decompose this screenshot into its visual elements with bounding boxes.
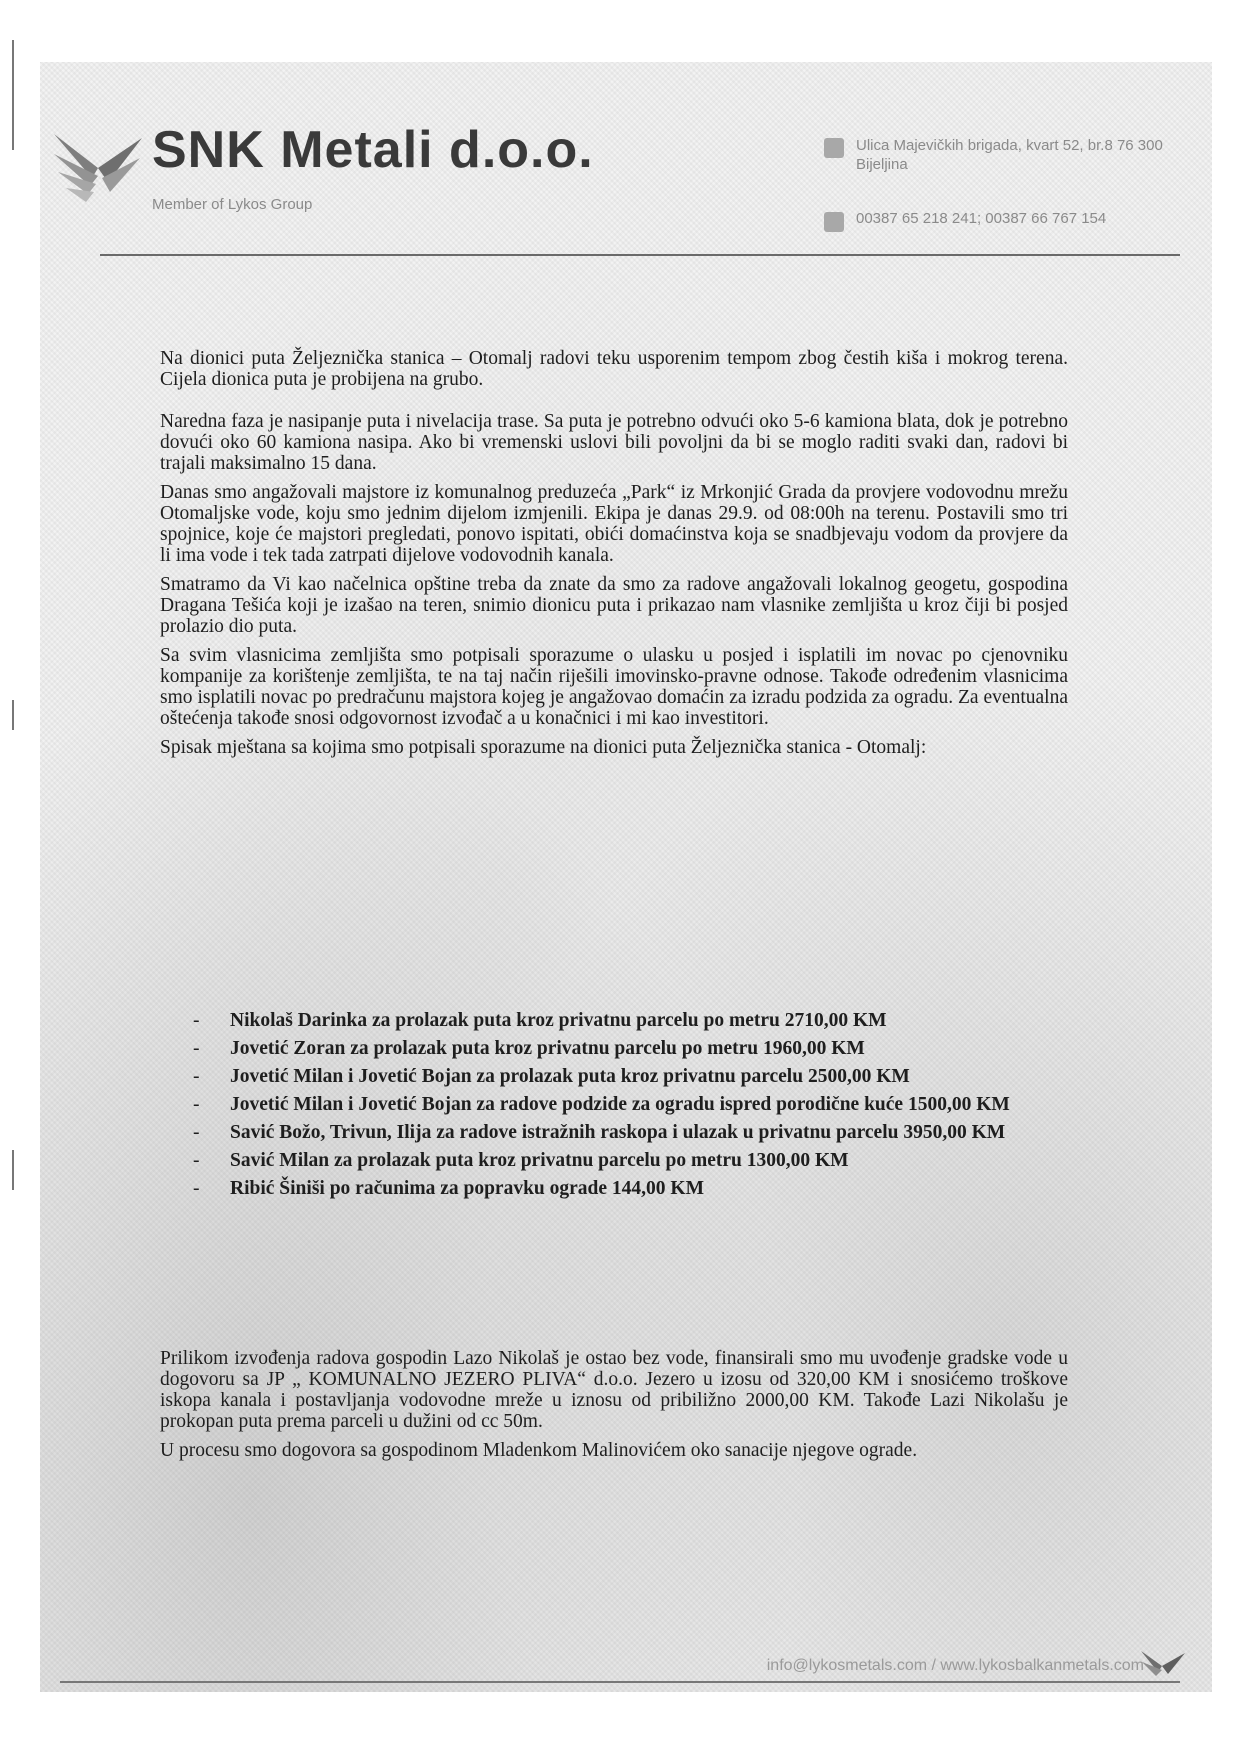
member-line: Member of Lykos Group xyxy=(152,196,313,213)
list-bullet: - xyxy=(193,1122,200,1143)
list-bullet: - xyxy=(193,1010,200,1031)
address-text: Ulica Majevičkih brigada, kvart 52, br.8 76 300 Bijeljina xyxy=(856,137,1163,173)
list-item xyxy=(193,1178,1073,1199)
paragraph: Sa svim vlasnicima zemljišta smo potpisali sporazume o ulasku u posjed i isplatili im novac po cjenovniku kompanije za korištenje zemljišta, te na taj način riješili imovinsko-pravne odnose. Takođe određenim vlasnicima smo isplatili novac po predračunu majstora kojeg je angažovao domaćin za izradu podzida za ogradu. Za eventualna oštećenja takođe snosi odgovornost izvođač a u konačnici i mi kao investitori. xyxy=(160,645,1068,729)
list-item-text: Jovetić Milan i Jovetić Bojan za radove podzide za ogradu ispred porodične kuće 1500,00 KM xyxy=(230,1094,1010,1115)
list-bullet: - xyxy=(193,1038,200,1059)
wing-logo-icon xyxy=(52,132,144,206)
list-item xyxy=(193,1010,1073,1031)
list-item-text: Jovetić Zoran za prolazak puta kroz privatnu parcelu po metru 1960,00 KM xyxy=(230,1038,865,1059)
list-item-text: Nikolaš Darinka za prolazak puta kroz privatnu parcelu po metru 2710,00 KM xyxy=(230,1010,887,1031)
list-bullet: - xyxy=(193,1150,200,1171)
paragraph: U procesu smo dogovora sa gospodinom Mladenkom Malinovićem oko sanacije njegove ograde. xyxy=(160,1440,918,1461)
footer-contact: info@lykosmetals.com / www.lykosbalkanmetals.com xyxy=(766,1657,1144,1674)
paragraph: Prilikom izvođenja radova gospodin Lazo Nikolaš je ostao bez vode, finansirali smo mu uvođenje gradske vode u dogovoru sa JP „ KOMUNALNO JEZERO PLIVA“ d.o.o. Jezero u izosu od 320,00 KM i snosićemo troškove iskopa kanala i postavljanja vodovodne mreže u iznosu od pribiližno 2000,00 KM. Takođe Lazi Nikolašu je prokopan puta prema parceli u dužini od cc 50m. xyxy=(160,1348,1068,1432)
list-bullet: - xyxy=(193,1178,200,1199)
list-item xyxy=(193,1094,1073,1115)
scan-margin-mark xyxy=(12,1150,14,1190)
list-bullet: - xyxy=(193,1066,200,1087)
agreements-list xyxy=(193,1010,1073,1206)
scan-margin-mark xyxy=(12,40,14,150)
company-name: SNK Metali d.o.o. xyxy=(152,121,594,179)
list-item xyxy=(193,1066,1073,1087)
letter-body xyxy=(160,348,1068,758)
scan-margin-mark xyxy=(12,700,14,730)
paragraph: Naredna faza je nasipanje puta i nivelacija trase. Sa puta je potrebno odvući oko 5-6 kamiona blata, dok je potrebno dovući oko 60 kamiona nasipa. Ako bi vremenski uslovi bili povoljni da bi se moglo raditi svaki dan, radovi bi trajali maksimalno 15 dana. xyxy=(160,411,1068,474)
list-item xyxy=(193,1038,1073,1059)
closing-section xyxy=(160,1348,1068,1461)
list-bullet: - xyxy=(193,1094,200,1115)
paragraph: Spisak mještana sa kojima smo potpisali sporazume na dionici puta Željeznička stanica - Otomalj: xyxy=(160,737,927,758)
phone-text: 00387 65 218 241; 00387 66 767 154 xyxy=(856,210,1107,227)
list-item xyxy=(193,1122,1073,1143)
list-item-text: Savić Božo, Trivun, Ilija za radove istražnih raskopa i ulazak u privatnu parcelu 3950,00 KM xyxy=(230,1122,1006,1143)
wing-logo-icon xyxy=(1140,1650,1186,1680)
address-block xyxy=(824,136,1204,174)
paragraph: Danas smo angažovali majstore iz komunalnog preduzeća „Park“ iz Mrkonjić Grada da provjere vodovodnu mrežu Otomaljske vode, koju smo jednim dijelom izmjenili. Ekipa je danas 29.9. od 08:00h na terenu. Postavili smo tri spojnice, koje će majstori pregledati, ponovo ispitati, obići domaćinstva koja se snadbjevaju vodom da provjere da li ima vode i tek tada zatrpati dijelove vodovodnih kanala. xyxy=(160,482,1068,566)
list-item-text: Savić Milan za prolazak puta kroz privatnu parcelu po metru 1300,00 KM xyxy=(230,1150,849,1171)
footer-divider xyxy=(60,1681,1180,1683)
list-item-text: Ribić Šiniši po računima za popravku ograde 144,00 KM xyxy=(230,1178,704,1199)
paragraph: Na dionici puta Željeznička stanica – Otomalj radovi teku usporenim tempom zbog čestih kiša i mokrog terena. Cijela dionica puta je probijena na grubo. xyxy=(160,348,1068,390)
header-divider xyxy=(100,254,1180,256)
location-icon xyxy=(824,138,844,158)
list-item-text: Jovetić Milan i Jovetić Bojan za prolazak puta kroz privatnu parcelu 2500,00 KM xyxy=(230,1066,910,1087)
phone-block xyxy=(824,210,1204,227)
phone-icon xyxy=(824,212,844,232)
paragraph: Smatramo da Vi kao načelnica opštine treba da znate da smo za radove angažovali lokalnog geogetu, gospodina Dragana Tešića koji je izašao na teren, snimio dionicu puta i prikazao nam vlasnike zemljišta u kroz čiji bi posjed prolazio dio puta. xyxy=(160,574,1068,637)
list-item xyxy=(193,1150,1073,1171)
letterhead xyxy=(52,120,1187,260)
